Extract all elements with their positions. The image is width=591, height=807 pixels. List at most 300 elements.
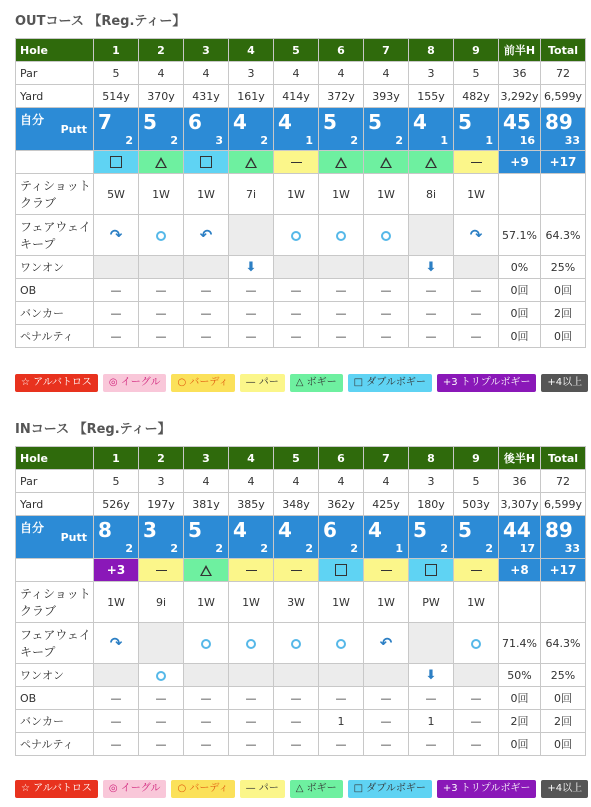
putt-count: 2 (260, 542, 268, 555)
par-icon (156, 570, 167, 571)
oneon-cell (409, 256, 454, 279)
stroke-count: 89 (545, 110, 573, 134)
penalty-cell: — (229, 325, 274, 348)
stroke-count: 4 (278, 518, 292, 542)
hole-header: Total (541, 447, 586, 470)
oneon-cell: 0% (499, 256, 541, 279)
fairway-cell (409, 623, 454, 664)
club-cell: 1W (364, 174, 409, 215)
yard-row (16, 85, 586, 108)
hole-label: Hole (16, 447, 94, 470)
you-row (16, 516, 586, 559)
oneon-cell: 25% (541, 256, 586, 279)
yard-cell: 503y (454, 493, 499, 516)
result-cell (319, 559, 364, 582)
fairway-hit-icon (336, 639, 346, 649)
stroke-count: 44 (503, 518, 531, 542)
you-label: 自分 (20, 521, 45, 535)
par-icon (471, 162, 482, 163)
score-cell (94, 516, 139, 559)
score-cell (139, 516, 184, 559)
hole-header: 7 (364, 39, 409, 62)
penalty-cell: 0回 (541, 733, 586, 756)
result-row (16, 559, 586, 582)
par-cell: 3 (409, 470, 454, 493)
ob-cell: — (364, 687, 409, 710)
bunker-cell: — (229, 710, 274, 733)
legend-item: ☆ アルバトロス (15, 374, 98, 392)
score-cell (364, 108, 409, 151)
par-cell: 5 (94, 470, 139, 493)
putt-count: 2 (350, 542, 358, 555)
bunker-cell: — (274, 302, 319, 325)
legend-item: +3 トリプルボギー (437, 780, 537, 798)
stroke-count: 5 (368, 110, 382, 134)
fairway-cell (319, 623, 364, 664)
putt-count: 2 (170, 542, 178, 555)
stroke-count: 89 (545, 518, 573, 542)
score-cell (454, 516, 499, 559)
hole-header: 2 (139, 447, 184, 470)
bogey-icon (155, 157, 167, 168)
fairway-hit-icon (201, 639, 211, 649)
penalty-cell: 0回 (541, 325, 586, 348)
yard-cell: 514y (94, 85, 139, 108)
club-cell (541, 582, 586, 623)
result-cell (454, 559, 499, 582)
putt-label: Putt (60, 123, 87, 136)
fairway-cell (454, 215, 499, 256)
club-cell: 1W (229, 582, 274, 623)
par-cell: 36 (499, 62, 541, 85)
bunker-cell: — (94, 710, 139, 733)
bogey-icon (335, 157, 347, 168)
hole-header: 1 (94, 39, 139, 62)
score-cell (229, 516, 274, 559)
club-cell: 1W (364, 582, 409, 623)
bogey-icon (245, 157, 257, 168)
oneon-cell (319, 256, 364, 279)
result-cell (229, 559, 274, 582)
penalty-cell: — (94, 325, 139, 348)
par-row (16, 470, 586, 493)
oneon-cell (274, 664, 319, 687)
yard-cell: 370y (139, 85, 184, 108)
bunker-cell: 1 (409, 710, 454, 733)
you-label-cell (16, 108, 94, 151)
fairway-cell (94, 215, 139, 256)
yard-cell: 155y (409, 85, 454, 108)
oneon-label: ワンオン (16, 256, 94, 279)
out-legend (15, 374, 588, 394)
yard-cell: 526y (94, 493, 139, 516)
club-cell: 1W (319, 582, 364, 623)
hole-header: 5 (274, 447, 319, 470)
putt-count: 2 (305, 542, 313, 555)
oneon-cell (184, 256, 229, 279)
putt-count: 1 (485, 134, 493, 147)
bunker-cell: — (454, 302, 499, 325)
oneon-cell: 25% (541, 664, 586, 687)
miss-right-icon: ↷ (109, 226, 123, 244)
double-bogey-icon (200, 156, 212, 168)
ob-cell: 0回 (541, 279, 586, 302)
par-icon (291, 162, 302, 163)
yard-cell: 393y (364, 85, 409, 108)
stroke-count: 4 (233, 518, 247, 542)
ob-cell: — (274, 687, 319, 710)
yard-cell: 3,292y (499, 85, 541, 108)
par-cell: 4 (364, 470, 409, 493)
club-row (16, 582, 586, 623)
par-cell: 3 (139, 470, 184, 493)
club-cell: 1W (274, 174, 319, 215)
score-cell (541, 516, 586, 559)
putt-count: 1 (305, 134, 313, 147)
legend-item: △ ボギー (290, 780, 343, 798)
fairway-cell (409, 215, 454, 256)
legend-item: +4以上 (541, 780, 588, 798)
par-cell: 4 (184, 62, 229, 85)
result-label-empty (16, 559, 94, 582)
penalty-cell: — (454, 733, 499, 756)
fairway-hit-icon (336, 231, 346, 241)
hole-header: 3 (184, 447, 229, 470)
par-cell: 4 (184, 470, 229, 493)
par-cell: 36 (499, 470, 541, 493)
penalty-cell: — (364, 325, 409, 348)
ob-cell: — (364, 279, 409, 302)
stroke-count: 5 (143, 110, 157, 134)
you-label-cell (16, 516, 94, 559)
score-cell (409, 516, 454, 559)
par-cell: 4 (364, 62, 409, 85)
penalty-cell: 0回 (499, 325, 541, 348)
penalty-cell: — (364, 733, 409, 756)
score-cell (94, 108, 139, 151)
ob-row (16, 279, 586, 302)
par-cell: 72 (541, 62, 586, 85)
penalty-cell: — (139, 733, 184, 756)
par-icon (381, 570, 392, 571)
in-legend (15, 780, 588, 800)
par-cell: 4 (274, 470, 319, 493)
fairway-hit-icon (156, 231, 166, 241)
putt-count: 1 (395, 542, 403, 555)
oneon-cell (94, 256, 139, 279)
result-cell (274, 559, 319, 582)
score-cell (409, 108, 454, 151)
ob-cell: — (94, 279, 139, 302)
hole-header: Total (541, 39, 586, 62)
putt-count: 1 (440, 134, 448, 147)
ob-cell: — (229, 279, 274, 302)
penalty-cell: — (319, 733, 364, 756)
legend-item: ◎ イーグル (103, 780, 167, 798)
ob-row (16, 687, 586, 710)
result-cell: +3 (94, 559, 139, 582)
bunker-cell: — (139, 710, 184, 733)
score-cell (139, 108, 184, 151)
arrow-down-icon: ⬇ (245, 259, 257, 275)
fairway-cell (184, 215, 229, 256)
penalty-cell: — (274, 733, 319, 756)
par-cell: 5 (454, 470, 499, 493)
score-cell (319, 516, 364, 559)
penalty-cell: — (94, 733, 139, 756)
miss-left-icon: ↶ (379, 634, 393, 652)
stroke-count: 5 (323, 110, 337, 134)
par-label: Par (16, 62, 94, 85)
fairway-cell (454, 623, 499, 664)
oneon-cell (319, 664, 364, 687)
hole-header: 1 (94, 447, 139, 470)
hole-header: 2 (139, 39, 184, 62)
yard-cell: 385y (229, 493, 274, 516)
putt-count: 2 (170, 134, 178, 147)
result-cell (139, 151, 184, 174)
stroke-count: 3 (143, 518, 157, 542)
result-cell (319, 151, 364, 174)
par-cell: 4 (274, 62, 319, 85)
fairway-label: フェアウェイ キープ (16, 623, 94, 664)
club-cell: 1W (319, 174, 364, 215)
double-bogey-icon (335, 564, 347, 576)
fairway-cell (139, 623, 184, 664)
bunker-cell: 2回 (499, 710, 541, 733)
yard-cell: 381y (184, 493, 229, 516)
result-cell (364, 151, 409, 174)
penalty-row (16, 325, 586, 348)
stroke-count: 45 (503, 110, 531, 134)
score-cell (319, 108, 364, 151)
result-cell (139, 559, 184, 582)
ob-cell: 0回 (499, 279, 541, 302)
yard-cell: 372y (319, 85, 364, 108)
fairway-cell (229, 623, 274, 664)
penalty-cell: — (184, 733, 229, 756)
ob-cell: — (229, 687, 274, 710)
yard-cell: 348y (274, 493, 319, 516)
penalty-cell: — (184, 325, 229, 348)
fairway-hit-icon (471, 639, 481, 649)
penalty-cell: — (409, 325, 454, 348)
putt-label: Putt (60, 531, 87, 544)
ob-cell: 0回 (541, 687, 586, 710)
bunker-cell: 1 (319, 710, 364, 733)
result-cell: +8 (499, 559, 541, 582)
hole-header: 9 (454, 39, 499, 62)
fairway-cell (274, 215, 319, 256)
putt-count: 2 (215, 542, 223, 555)
bunker-cell: 2回 (541, 302, 586, 325)
legend-item: +3 トリプルボギー (437, 374, 537, 392)
result-cell (229, 151, 274, 174)
yard-cell: 3,307y (499, 493, 541, 516)
penalty-cell: — (454, 325, 499, 348)
in-course-title: INコース 【Reg.ティー】 (15, 422, 171, 437)
hole-header: 4 (229, 39, 274, 62)
club-cell: 1W (139, 174, 184, 215)
score-cell (274, 108, 319, 151)
result-cell (274, 151, 319, 174)
result-cell (409, 559, 454, 582)
hole-header: 4 (229, 447, 274, 470)
penalty-row (16, 733, 586, 756)
oneon-cell (139, 256, 184, 279)
club-cell: 7i (229, 174, 274, 215)
result-cell (184, 151, 229, 174)
bunker-cell: — (319, 302, 364, 325)
fairway-cell (184, 623, 229, 664)
penalty-cell: — (319, 325, 364, 348)
penalty-cell: — (274, 325, 319, 348)
stroke-count: 6 (323, 518, 337, 542)
yard-label: Yard (16, 85, 94, 108)
putt-count: 33 (564, 542, 580, 555)
ob-cell: — (454, 279, 499, 302)
hole-header: 7 (364, 447, 409, 470)
legend-item: ○ バーディ (171, 374, 234, 392)
yard-cell: 6,599y (541, 85, 586, 108)
putt-count: 2 (125, 134, 133, 147)
ob-cell: — (94, 687, 139, 710)
you-row (16, 108, 586, 151)
arrow-down-icon: ⬇ (425, 259, 437, 275)
club-cell: 5W (94, 174, 139, 215)
you-label: 自分 (20, 113, 45, 127)
score-cell (184, 108, 229, 151)
bunker-cell: — (454, 710, 499, 733)
oneon-cell (184, 664, 229, 687)
oneon-label: ワンオン (16, 664, 94, 687)
fairway-cell: 71.4% (499, 623, 541, 664)
hole-header: 6 (319, 447, 364, 470)
oneon-cell (409, 664, 454, 687)
bunker-cell: — (409, 302, 454, 325)
legend-item: □ ダブルボギー (348, 374, 432, 392)
stroke-count: 5 (188, 518, 202, 542)
penalty-cell: 0回 (499, 733, 541, 756)
fairway-cell: 64.3% (541, 623, 586, 664)
bunker-label: バンカー (16, 302, 94, 325)
par-cell: 72 (541, 470, 586, 493)
ob-cell: — (139, 279, 184, 302)
score-cell (229, 108, 274, 151)
yard-cell: 161y (229, 85, 274, 108)
oneon-cell (274, 256, 319, 279)
par-cell: 4 (229, 470, 274, 493)
oneon-cell (454, 256, 499, 279)
bunker-cell: 0回 (499, 302, 541, 325)
bunker-cell: — (94, 302, 139, 325)
score-cell (499, 108, 541, 151)
par-cell: 3 (229, 62, 274, 85)
hole-header: 9 (454, 447, 499, 470)
stroke-count: 5 (413, 518, 427, 542)
stroke-count: 7 (98, 110, 112, 134)
oneon-cell (139, 664, 184, 687)
result-cell (94, 151, 139, 174)
club-label: ティショット クラブ (16, 174, 94, 215)
yard-cell: 180y (409, 493, 454, 516)
oneon-row (16, 664, 586, 687)
putt-count: 2 (395, 134, 403, 147)
yard-cell: 425y (364, 493, 409, 516)
club-cell (499, 582, 541, 623)
putt-count: 17 (519, 542, 535, 555)
bunker-cell: — (184, 302, 229, 325)
putt-count: 16 (519, 134, 535, 147)
ob-cell: — (319, 279, 364, 302)
putt-count: 33 (564, 134, 580, 147)
ob-cell: — (409, 687, 454, 710)
fairway-row (16, 623, 586, 664)
bunker-cell: — (364, 710, 409, 733)
club-cell: 1W (454, 174, 499, 215)
club-row (16, 174, 586, 215)
fairway-hit-icon (291, 231, 301, 241)
result-cell (409, 151, 454, 174)
par-cell: 5 (454, 62, 499, 85)
result-cell: +17 (541, 559, 586, 582)
bunker-label: バンカー (16, 710, 94, 733)
hole-header: 3 (184, 39, 229, 62)
putt-count: 2 (440, 542, 448, 555)
fairway-label: フェアウェイ キープ (16, 215, 94, 256)
ob-cell: — (409, 279, 454, 302)
par-cell: 5 (94, 62, 139, 85)
hole-label: Hole (16, 39, 94, 62)
yard-cell: 6,599y (541, 493, 586, 516)
ob-cell: — (184, 279, 229, 302)
putt-count: 2 (485, 542, 493, 555)
result-cell (454, 151, 499, 174)
result-cell (364, 559, 409, 582)
bogey-icon (200, 565, 212, 576)
in-scorecard (15, 446, 586, 756)
yard-cell: 362y (319, 493, 364, 516)
out-scorecard (15, 38, 586, 348)
ob-cell: — (139, 687, 184, 710)
bunker-cell: 2回 (541, 710, 586, 733)
ob-cell: — (454, 687, 499, 710)
penalty-cell: — (409, 733, 454, 756)
oneon-cell (364, 664, 409, 687)
stroke-count: 4 (368, 518, 382, 542)
yard-cell: 197y (139, 493, 184, 516)
club-cell: 1W (454, 582, 499, 623)
par-cell: 4 (319, 470, 364, 493)
stroke-count: 4 (278, 110, 292, 134)
double-bogey-icon (110, 156, 122, 168)
miss-right-icon: ↷ (109, 634, 123, 652)
hole-header: 6 (319, 39, 364, 62)
legend-item: △ ボギー (290, 374, 343, 392)
result-cell (184, 559, 229, 582)
yard-cell: 431y (184, 85, 229, 108)
hole-header: 前半H (499, 39, 541, 62)
par-icon (291, 570, 302, 571)
fairway-hit-icon (381, 231, 391, 241)
result-cell: +17 (541, 151, 586, 174)
fairway-cell (319, 215, 364, 256)
stroke-count: 5 (458, 110, 472, 134)
oneon-cell: 50% (499, 664, 541, 687)
legend-item: ○ バーディ (171, 780, 234, 798)
par-icon (246, 570, 257, 571)
club-cell: 8i (409, 174, 454, 215)
